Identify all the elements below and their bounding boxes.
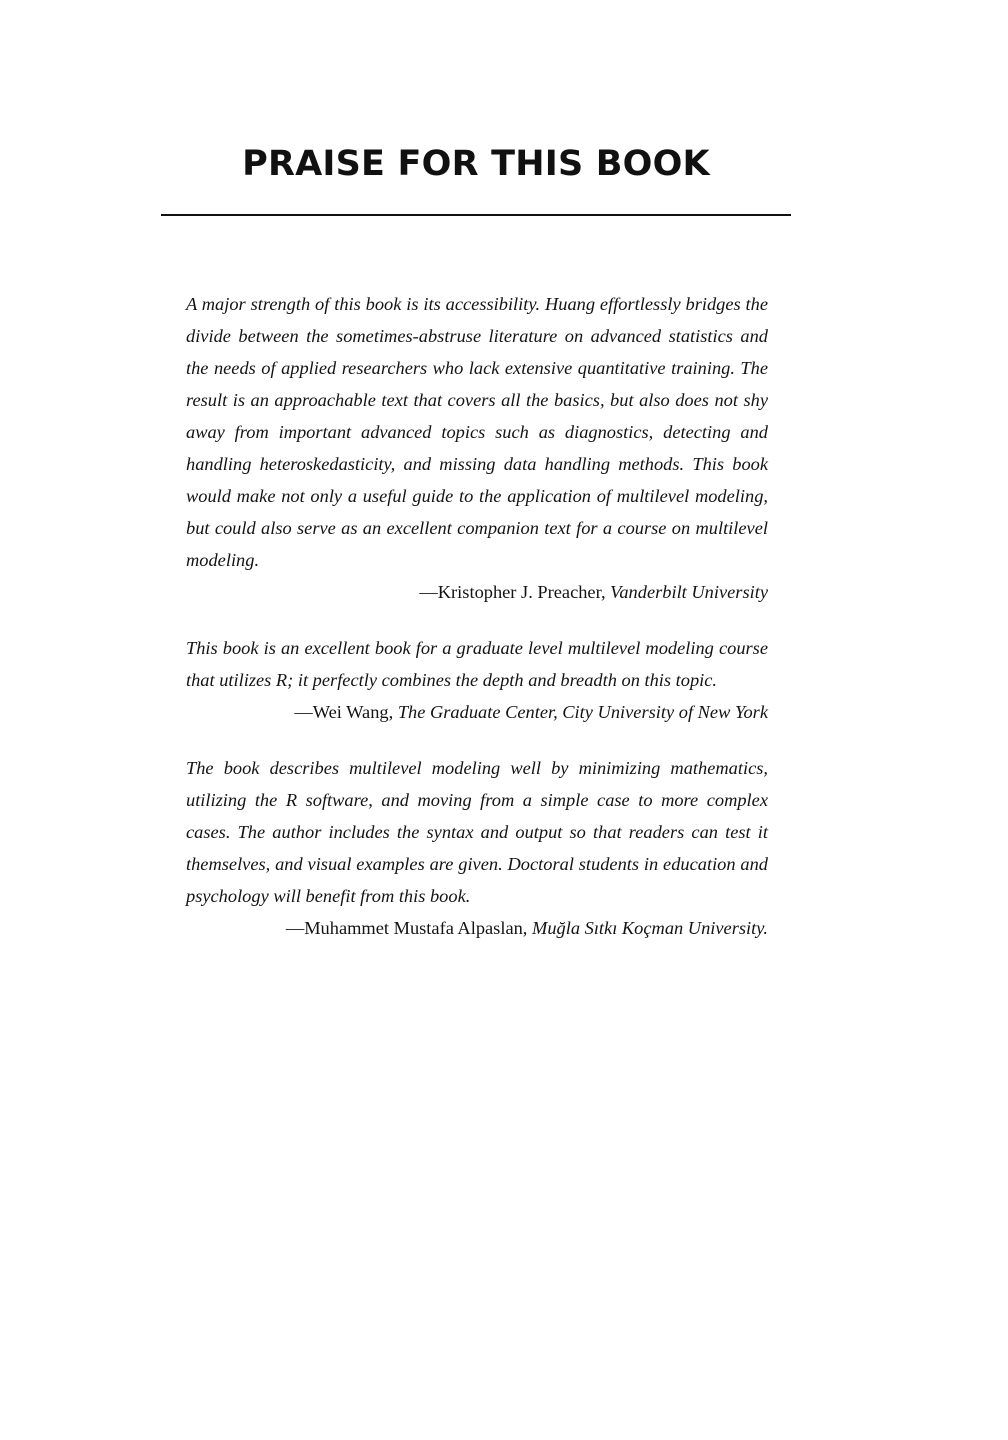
- reviewer-affiliation: Muğla Sıtkı Koçman University.: [532, 918, 768, 938]
- praise-entry: [186, 752, 768, 944]
- reviewer-name: —Wei Wang,: [294, 702, 398, 722]
- reviewer-name: —Muhammet Mustafa Alpaslan,: [285, 918, 533, 938]
- praise-attribution: [186, 696, 768, 728]
- praise-attribution: [186, 912, 768, 944]
- title-divider: [161, 214, 791, 216]
- page-title: PRAISE FOR THIS BOOK: [242, 144, 710, 184]
- praise-entry: [186, 288, 768, 608]
- praise-quote: The book describes multilevel modeling well by minimizing mathematics, utilizing the R software, and moving from a simple case to more complex cases. The author includes the syntax and output so that readers can test it themselves, and visual examples are given. Doctoral students in education and psychology will benefit from this book.: [186, 758, 768, 906]
- praise-entry: [186, 632, 768, 728]
- praise-list: [186, 288, 768, 968]
- reviewer-name: —Kristopher J. Preacher,: [419, 582, 611, 602]
- praise-quote: This book is an excellent book for a graduate level multilevel modeling course that utilizes R; it perfectly combines the depth and breadth on this topic.: [186, 638, 768, 690]
- praise-quote: A major strength of this book is its accessibility. Huang effortlessly bridges the divide between the sometimes-abstruse literature on advanced statistics and the needs of applied researchers who lack extensive quantitative training. The result is an approachable text that covers all the basics, but also does not shy away from important advanced topics such as diagnostics, detecting and handling heteroskedasticity, and missing data handling methods. This book would make not only a useful guide to the application of multilevel modeling, but could also serve as an excellent companion text for a course on multilevel modeling.: [186, 294, 768, 570]
- reviewer-affiliation: Vanderbilt University: [610, 582, 768, 602]
- praise-attribution: [186, 576, 768, 608]
- reviewer-affiliation: The Graduate Center, City University of New York: [397, 702, 768, 722]
